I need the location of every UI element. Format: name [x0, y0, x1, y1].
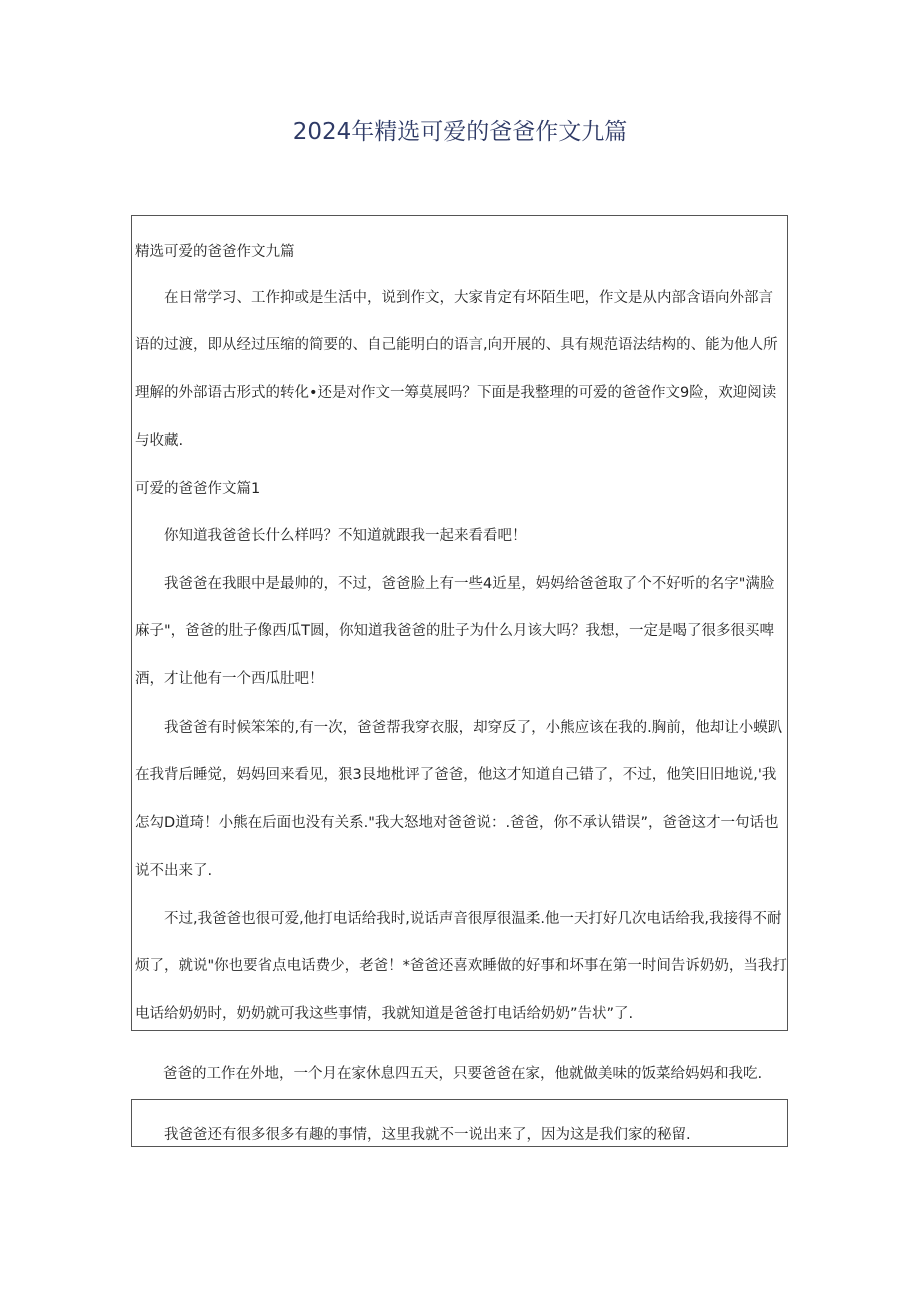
intro-line: 在日常学习、工作抑或是生活中，说到作文，大家肯定有坏陌生吧，作文是从内部含语向外部言 — [164, 290, 773, 306]
paragraph-line: 我爸爸在我眼中是最帅的，不过，爸爸脸上有一些4近星，妈妈给爸爸取了个不好听的名字"满脸 — [164, 576, 775, 592]
intro-line: 理解的外部语古形式的转化•还是对作文一筹莫展吗？下面是我整理的可爱的爸爸作文9险，欢迎阅读 — [135, 385, 777, 401]
box2-paragraph: 我爸爸还有很多很多有趣的事情，这里我就不一说出来了，因为这是我们家的秘留. — [164, 1127, 691, 1143]
content-box-2 — [131, 1099, 788, 1147]
box-heading: 精选可爱的爸爸作文九篇 — [135, 244, 295, 260]
paragraph-line: 烦了，就说"你也要省点电话费少，老爸！*爸爸还喜欢睡做的好事和坏事在第一时间告诉奶奶，当我打 — [135, 958, 787, 974]
paragraph-line: 不过,我爸爸也很可爱,他打电话给我时,说话声音很厚很温柔.他一天打好几次电话给我,我接得不耐 — [164, 911, 782, 927]
intro-line: 语的过渡，即从经过压缩的简要的、自己能明白的语言,向开展的、具有规范语法结构的、能为他人所 — [135, 337, 778, 353]
paragraph-line: 怎勾D道琦！小熊在后面也没有关系."我大怒地对爸爸说：.爸爸，你不承认错误”，爸爸这才一句话也 — [135, 815, 779, 831]
paragraph-line: 麻子"，爸爸的肚子像西瓜T圆，你知道我爸爸的肚子为什么月该大吗？我想，一定是喝了很多很买啤 — [135, 623, 775, 639]
paragraph-line: 我爸爸有时候笨笨的,有一次，爸爸帮我穿衣服，却穿反了，小熊应该在我的.胸前，他却让小蟆趴 — [164, 720, 783, 736]
paragraph-1: 你知道我爸爸长什么样吗？不知道就跟我一起来看看吧！ — [164, 528, 527, 544]
intro-line: 与收藏. — [135, 433, 184, 449]
middle-paragraph: 爸爸的工作在外地，一个月在家休息四五天，只要爸爸在家，他就做美味的饭菜给妈妈和我吃. — [163, 1066, 763, 1082]
paragraph-line: 酒，才让他有一个西瓜肚吧！ — [135, 671, 324, 687]
paragraph-line: 说不出来了. — [135, 863, 213, 879]
content-box — [131, 215, 788, 1031]
page-title: 2024年精选可爱的爸爸作文九篇 — [292, 119, 628, 145]
paragraph-line: 在我背后睡觉，妈妈回来看见，狠3艮地枇评了爸爸，他这才知道自己错了，不过，他笑旧旧地说,'我 — [135, 767, 777, 783]
paragraph-line: 电话给奶奶时，奶奶就可我这些事情，我就知道是爸爸打电话给奶奶”告状”了. — [135, 1006, 634, 1022]
section-heading: 可爱的爸爸作文篇1 — [135, 481, 261, 497]
